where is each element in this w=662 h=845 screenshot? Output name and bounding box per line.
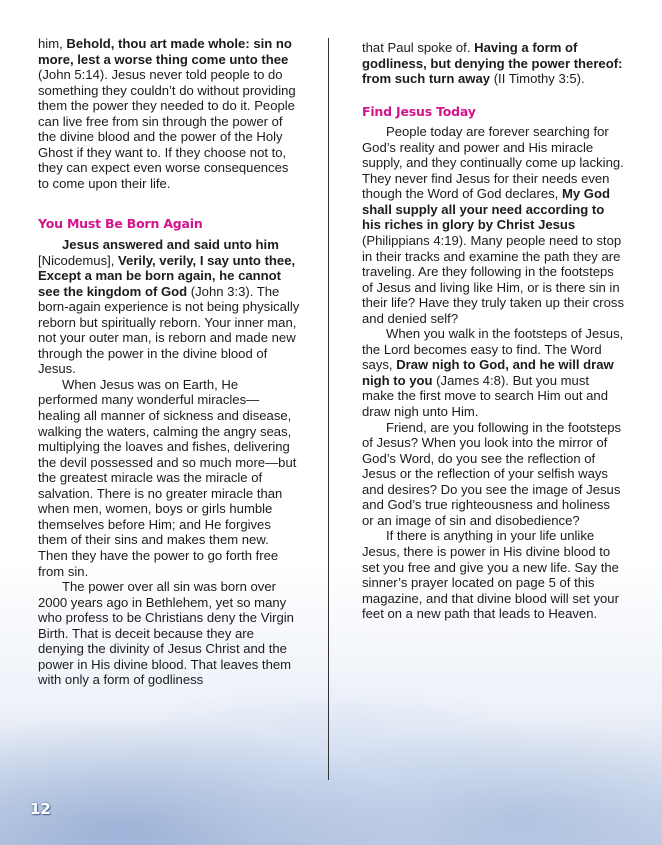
scripture-quote: Jesus answered and said unto him xyxy=(62,237,279,253)
left-column xyxy=(38,36,300,688)
scripture-quote: Behold, thou art made whole: sin no more, lest a worse thing come unto thee xyxy=(38,36,292,67)
text-run: that Paul spoke of. xyxy=(362,40,475,55)
text-run: (John 5:14). Jesus never told people to do something they couldn’t do without providing them the power they needed to do it. People can live free from sin through the power of the divine blood and the power of the Holy Ghost if they want to. If they choose not to, they can expect even worse consequences to come upon their life. xyxy=(38,67,296,191)
text-run: People today are forever searching for God’s reality and power and His miracle supply, and they continually come up lacking. They never find Jesus for their needs even though the Word of God declares, xyxy=(362,124,624,202)
section-heading: Find Jesus Today xyxy=(362,103,476,119)
page-number: 12 xyxy=(30,800,51,818)
text-run: (John 3:3). The born-again experience is not being physically reborn but spiritually reborn. Your inner man, not your outer man, is reborn and made new through the power in the divine blood of Jesus. xyxy=(38,283,300,377)
paragraph xyxy=(362,40,624,87)
paragraph xyxy=(38,36,300,191)
text-run: (II Timothy 3:5). xyxy=(490,71,585,87)
scripture-quote: Draw nigh to God, and he will draw nigh to you xyxy=(362,357,614,388)
scripture-quote: Verily, verily, I say unto thee, Except a man be born again, he cannot see the kingdom of God xyxy=(38,252,296,299)
text-run: If there is anything in your life unlike Jesus, there is power in His divine blood to set you free and give you a new life. Say the sinner’s prayer located on page 5 of this magazine, and that divine blood will set your feet on a new path that leads to Heaven. xyxy=(362,528,619,622)
paragraph xyxy=(38,377,300,579)
text-run: (James 4:8). But you must make the first move to search Him out and draw nigh unto Him. xyxy=(362,372,608,420)
scripture-quote: My God shall supply all your need according to his riches in glory by Christ Jesus xyxy=(362,186,610,233)
text-run: When you walk in the footsteps of Jesus, the Lord becomes easy to find. The Word says, xyxy=(362,326,624,373)
section-heading: You Must Be Born Again xyxy=(38,216,203,232)
paragraph xyxy=(38,237,300,377)
paragraph xyxy=(362,326,624,419)
scripture-quote: Having a form of godliness, but denying the power thereof: from such turn away xyxy=(362,40,623,87)
paragraph xyxy=(38,579,300,688)
paragraph xyxy=(362,124,624,326)
text-run: him, xyxy=(38,36,67,51)
paragraph xyxy=(362,420,624,529)
text-run: [Nicodemus], xyxy=(38,252,119,268)
text-run: The power over all sin was born over 2000 years ago in Bethlehem, yet so many who profess to be Christians deny the Virgin Birth. That is deceit because they are denying the divinity of Jesus Christ and the power in His divine blood. That leaves them with only a form of godliness xyxy=(38,579,294,688)
text-run: When Jesus was on Earth, He performed many wonderful miracles—healing all manner of sickness and disease, walking the waters, calming the angry seas, multiplying the loaves and fishes, delivering the devil possessed and so much more—but the greatest miracle was the miracle of salvation. There is no greater miracle than when men, women, boys or girls humble themselves before Him; and He forgives them of their sins and makes them new. Then they have the power to go forth free from sin. xyxy=(38,376,297,579)
column-divider xyxy=(328,38,329,780)
paragraph xyxy=(362,528,624,621)
right-column xyxy=(362,40,624,622)
text-run: Friend, are you following in the footsteps of Jesus? When you look into the mirror of God’s Word, do you see the reflection of Jesus or the reflection of your selfish ways and desires? Do you see the image of Jesus and God’s true righteousness and holiness or an image of sin and disobedience? xyxy=(362,419,622,528)
text-run: (Philippians 4:19). Many people need to stop in their tracks and examine the path they are traveling. Are they following in the footsteps of Jesus and living like Him, or is there sin in their life? Have they truly taken up their cross and denied self? xyxy=(362,233,624,326)
